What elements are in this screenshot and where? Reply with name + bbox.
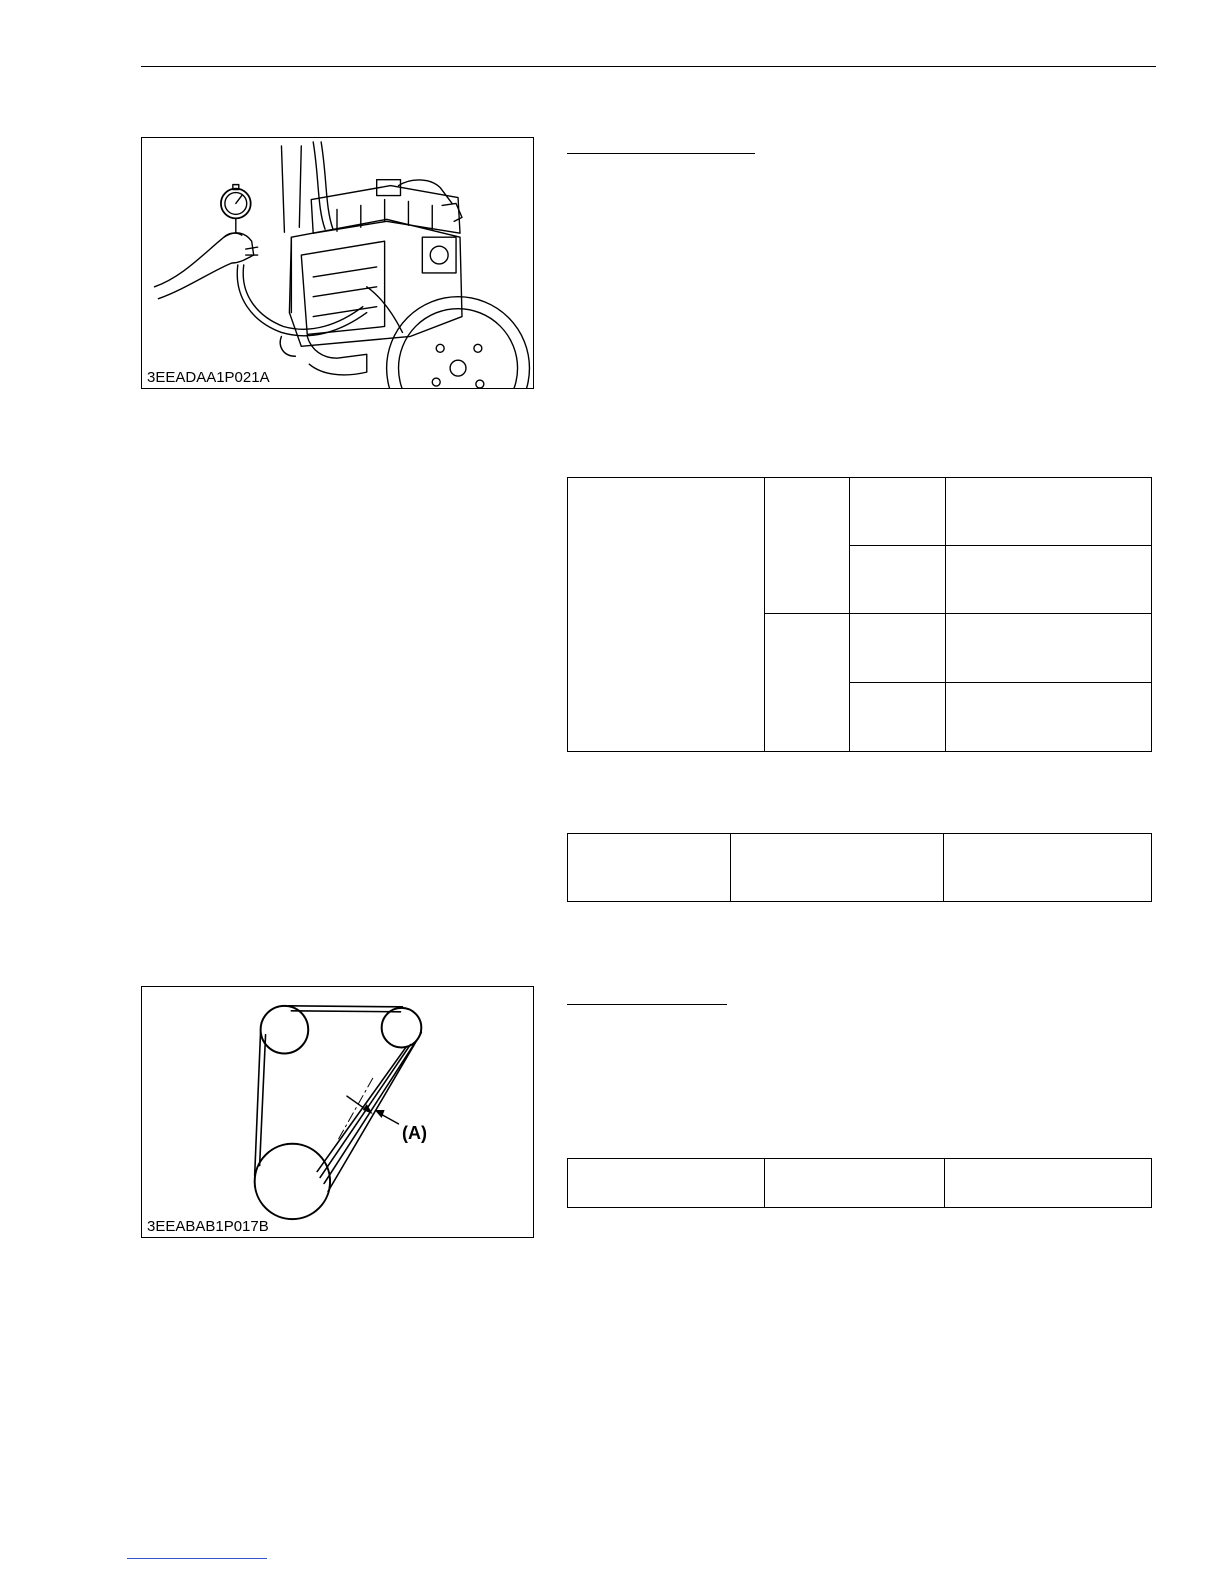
table-cell <box>568 834 731 902</box>
figure-caption: 3EEABAB1P017B <box>147 1218 269 1235</box>
figure-caption: 3EEADAA1P021A <box>147 369 270 386</box>
table-cell <box>946 546 1152 614</box>
table-cell <box>945 1159 1152 1208</box>
table-cell <box>568 478 765 752</box>
table-cell <box>850 478 946 546</box>
footer-link-underline[interactable] <box>127 1558 267 1559</box>
table-cell <box>765 614 850 752</box>
table-cell <box>946 478 1152 546</box>
table-cell <box>944 834 1152 902</box>
table-cell <box>765 478 850 614</box>
specification-table-3 <box>567 1158 1152 1208</box>
section-heading-underline-1 <box>567 153 755 154</box>
table-cell <box>850 614 946 683</box>
figure-fan-belt <box>141 986 534 1238</box>
fan-belt-diagram <box>142 987 533 1237</box>
section-heading-underline-2 <box>567 1004 727 1005</box>
specification-table-1 <box>567 477 1152 752</box>
header-rule <box>141 66 1156 67</box>
table-cell <box>850 683 946 752</box>
table-cell <box>765 1159 945 1208</box>
figure-oil-pressure-test <box>141 137 534 389</box>
table-cell <box>946 683 1152 752</box>
table-cell <box>568 1159 765 1208</box>
table-cell <box>946 614 1152 683</box>
table-cell <box>850 546 946 614</box>
specification-table-2 <box>567 833 1152 902</box>
table-cell <box>731 834 944 902</box>
deflection-label-a: (A) <box>402 1123 427 1143</box>
engine-illustration <box>142 138 533 388</box>
